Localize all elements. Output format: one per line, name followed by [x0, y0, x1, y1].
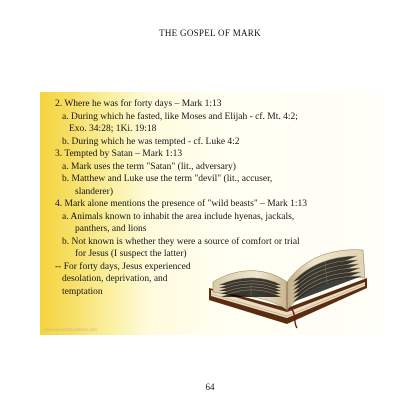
- outline-line: -- For forty days, Jesus experienced: [55, 261, 191, 272]
- outline-line: desolation, deprivation, and: [62, 274, 168, 284]
- outline-line: for Jesus (I suspect the latter): [75, 249, 187, 259]
- outline-line: Exo. 34:28; 1Ki. 19:18: [69, 124, 157, 134]
- outline-line: 3. Tempted by Satan – Mark 1:13: [55, 149, 183, 159]
- outline-line: b. Matthew and Luke use the term "devil" (lit., accuser,: [62, 174, 273, 184]
- outline-line: panthers, and lions: [75, 224, 147, 234]
- open-bible-icon: [205, 238, 371, 330]
- outline-line: 2. Where he was for forty days – Mark 1:13: [55, 99, 222, 109]
- outline-line: 4. Mark alone mentions the presence of "wild beasts" – Mark 1:13: [55, 199, 308, 209]
- outline-line: a. During which he fasted, like Moses and Elijah - cf. Mt. 4:2;: [62, 111, 298, 122]
- slide-image: [40, 92, 381, 335]
- outline-line: b. During which he was tempted - cf. Luke 4:2: [62, 136, 240, 147]
- outline-line: slanderer): [75, 186, 113, 197]
- page-number: 64: [205, 382, 215, 392]
- page-header-title: THE GOSPEL OF MARK: [159, 28, 261, 38]
- outline-line: a. Animals known to inhabit the area include hyenas, jackals,: [62, 211, 295, 222]
- outline-line: temptation: [62, 286, 103, 297]
- slide-watermark: www.executableoutlines.com: [43, 327, 97, 332]
- outline-line: b. Not known is whether they were a source of comfort or trial: [62, 236, 300, 247]
- outline-line: a. Mark uses the term "Satan" (lit., adversary): [62, 161, 236, 172]
